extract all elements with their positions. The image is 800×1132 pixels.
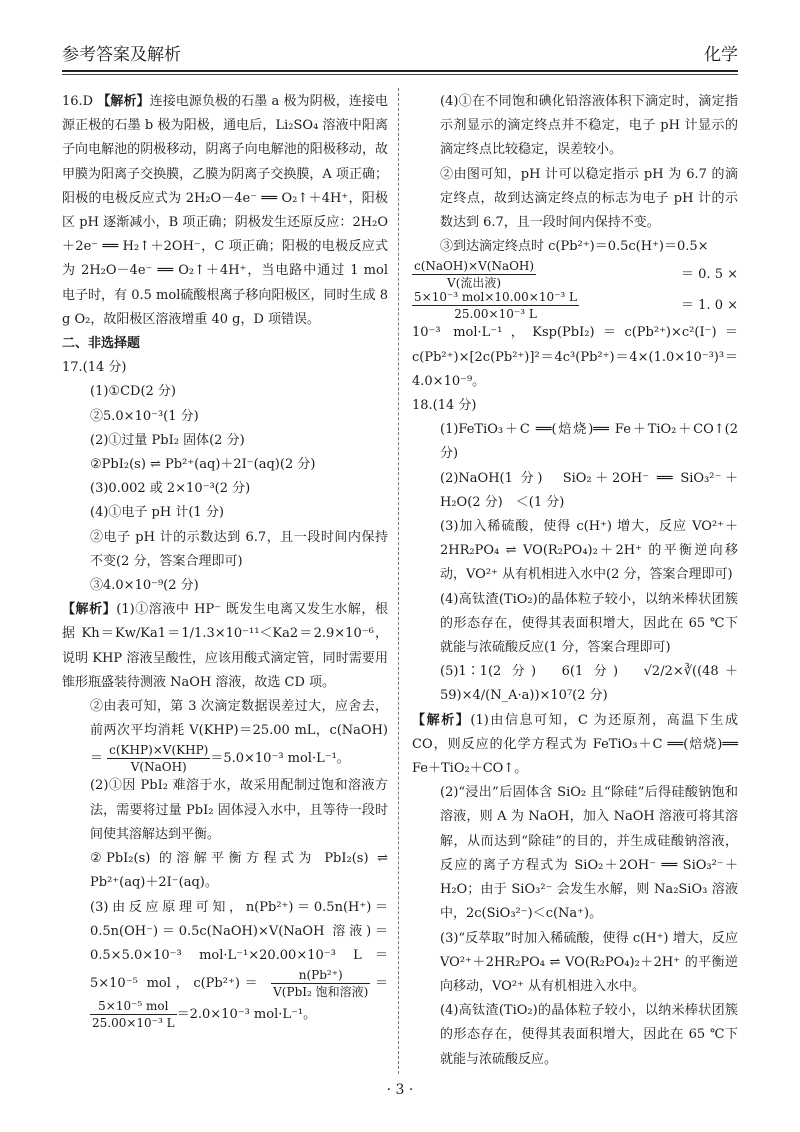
page-header: [62, 40, 738, 66]
q18-explanation-3: (3)“反萃取”时加入稀硫酸，使得 c(H⁺) 增大，反应 VO²⁺＋2HR₂PO₄ ⇌ VO(R₂PO₄)₂＋2H⁺ 的平衡逆向移动，VO²⁺ 从有机相进入水中。: [440, 930, 738, 994]
q16-analysis-tag: 【解析】: [97, 94, 150, 109]
frac-numerator: c(NaOH)×V(NaOH): [414, 259, 535, 274]
right-column: [412, 90, 738, 1072]
ksp-equation-mid: ＝ 0. 5 ×: [681, 266, 738, 282]
ksp-equation-tail: 10⁻³ mol·L⁻¹，Ksp(PbI₂)＝c(Pb²⁺)×c²(I⁻)＝c(Pb²⁺)×[2c(Pb²⁺)]²＝4c³(Pb²⁺)＝4×(1.0×10⁻³)³＝4.0×10⁻⁹。: [412, 325, 738, 389]
q17-analysis-tag: 【解析】: [62, 602, 117, 618]
frac-numerator: 5×10⁻⁵ mol: [90, 999, 177, 1015]
q18-answer-3: (3)加入稀硫酸，使得 c(H⁺) 增大，反应 VO²⁺＋2HR₂PO₄ ⇌ VO(R₂PO₄)₂＋2H⁺ 的平衡逆向移动，VO²⁺ 从有机相进入水中(2 分，答案合理即可): [440, 519, 738, 583]
q17-explanation-8: ③到达滴定终点时 c(Pb²⁺)＝0.5c(H⁺)＝0.5×: [440, 239, 709, 255]
q17-explanation-2: [62, 695, 388, 774]
header-rule: [62, 70, 738, 72]
q17-answer-4: ②PbI₂(s) ⇌ Pb²⁺(aq)＋2I⁻(aq)(2 分): [90, 457, 316, 473]
q17-explanation-4: ②PbI₂(s) 的溶解平衡方程式为 PbI₂(s) ⇌ Pb²⁺(aq)＋2I⁻(aq)。: [90, 851, 388, 891]
q17-answer-6: (4)①电子 pH 计(1 分): [90, 505, 224, 521]
frac-denominator: V(流出液): [447, 276, 502, 291]
header-title: 参考答案及解析: [62, 45, 181, 65]
q18-explanation-4: (4)高钛渣(TiO₂)的晶体粒子较小，以纳米棒状团簇的形态存在，使得其表面积增大，因此在 65 ℃下就能与浓硫酸反应。: [440, 1003, 738, 1067]
q17-explanation-1: [62, 598, 388, 695]
page-number: · 3 ·: [386, 1082, 414, 1098]
q17-answer-8: ③4.0×10⁻⁹(2 分): [90, 578, 199, 594]
q18-explanation-1: [412, 709, 738, 782]
q18-answer-5: (5)1∶1(2 分) 6(1 分) √2/2×∛((48＋59)×4/(N_A·a))×10⁷(2 分): [440, 664, 738, 704]
q17-exp-5-text: (3)由反应原理可知，n(Pb²⁺)＝0.5n(H⁺)＝0.5n(OH⁻)＝0.5c(NaOH)×V(NaOH 溶液)＝0.5×5.0×10⁻³ mol·L⁻¹×20.00×10⁻³ L＝5×10⁻⁵ mol，c(Pb²⁺)＝: [90, 899, 388, 992]
q16-number: 16.D: [62, 94, 94, 109]
q17-explanation-6: (4)①在不同饱和碘化铅溶液体积下滴定时，滴定指示剂显示的滴定终点并不稳定，电子 pH 计显示的滴定终点比较稳定，误差较小。: [440, 94, 738, 158]
q17-exp-1-text: (1)①溶液中 HP⁻ 既发生电离又发生水解，根据 Kh＝Kw/Ka1＝1/1.3×10⁻¹¹＜Ka2＝2.9×10⁻⁶，说明 KHP 溶液呈酸性，应该用酸式滴定管，同时需要用锥形瓶盛装待测液 NaOH 溶液，故选 CD 项。: [62, 602, 388, 690]
q17-answer-1: (1)①CD(2 分): [90, 384, 176, 400]
q17-fraction-pb-values: [90, 999, 177, 1030]
q18-answer-1: (1)FeTiO₃＋C ══(焙烧)══ Fe＋TiO₂＋CO↑(2 分): [440, 422, 738, 462]
q17-answer-2: ②5.0×10⁻³(1 分): [90, 408, 199, 424]
header-subject: 化学: [704, 45, 738, 65]
frac-denominator: V(NaOH): [130, 760, 187, 775]
ksp-fraction-2: [412, 290, 579, 321]
ksp-fraction-1: [412, 259, 536, 290]
frac-denominator: 25.00×10⁻³ L: [92, 1016, 175, 1031]
frac-numerator: n(Pb²⁺): [271, 968, 370, 984]
q18-explanation-2: (2)“浸出”后固体含 SiO₂ 且“除硅”后得硅酸钠饱和溶液，则 A 为 NaOH，加入 NaOH 溶液可将其溶解，从而达到“除硅”的目的，并生成硅酸钠溶液，反应的离子方程式为 SiO₂＋2OH⁻ ══ SiO₃²⁻＋H₂O；由于 SiO₃²⁻ 会发生水解，则 Na₂SiO₃ 溶液中，2c(SiO₃²⁻)＜c(Na⁺)。: [440, 785, 738, 922]
ksp-equation-result: ＝ 1. 0 ×: [681, 297, 738, 313]
frac-numerator: 5×10⁻³ mol×10.00×10⁻³ L: [414, 290, 578, 305]
frac-denominator: 25.00×10⁻³ L: [454, 307, 537, 322]
q17-exp-2-text: ②由表可知，第 3 次滴定数据误差过大，应舍去，前两次平均消耗 V(KHP)＝25.00 mL，c(NaOH)＝: [90, 699, 388, 767]
section-heading: 二、非选择题: [62, 336, 141, 352]
q18-analysis-tag: 【解析】: [412, 712, 471, 728]
frac-numerator: c(KHP)×V(KHP): [109, 743, 209, 758]
q17-explanation-5: (3)由反应原理可知，n(Pb²⁺)＝0.5n(H⁺)＝0.5n(OH⁻)＝0.5c(NaOH)×V(NaOH 溶液)＝0.5×5.0×10⁻³ mol·L⁻¹×20.00×10⁻³ L＝5×10⁻⁵ mol，c(Pb²⁺)＝ $\frac{\text{n(Pb²⁺)}}{\text{V(PbI₂ 饱和溶液)}}$ ＝ $\frac{\text{5×10⁻⁵ mol}}{\text{25.00×10⁻³ L}}$ ＝2.0×10⁻³ mol·L⁻¹。: [90, 899, 388, 1031]
q17-explanation-3: (2)①因 PbI₂ 难溶于水，故采用配制过饱和溶液方法，需要将过量 PbI₂ 固体浸入水中，且等待一段时间使其溶解达到平衡。: [90, 778, 388, 842]
q17-number: 17.(14 分): [62, 360, 127, 376]
q17-answer-3: (2)①过量 PbI₂ 固体(2 分): [90, 432, 245, 448]
q16-paragraph: [62, 90, 388, 332]
q17-fraction-naoh: [107, 743, 210, 774]
left-column: [62, 90, 388, 1030]
frac-denominator: V(PbI₂ 饱和溶液): [273, 985, 369, 1000]
q17-exp-5-result: ＝2.0×10⁻³ mol·L⁻¹。: [176, 1007, 317, 1023]
q17-answer-5: (3)0.002 或 2×10⁻³(2 分): [90, 481, 251, 497]
q17-fraction-pb: [271, 968, 370, 999]
q18-exp-1-text: (1)由信息可知，C 为还原剂，高温下生成 CO，则反应的化学方程式为 FeTiO₃＋C ══(焙烧)══ Fe＋TiO₂＋CO↑。: [412, 712, 738, 777]
q16-body: 连接电源负极的石墨 a 极为阴极，连接电源正极的石墨 b 极为阳极，通电后，Li₂SO₄ 溶液中阳离子向电解池的阴极移动，阴离子向电解池的阳极移动，故甲膜为阳离子交换膜，乙膜为阴离子交换膜，A 项正确；阳极的电极反应式为 2H₂O－4e⁻ ══ O₂↑＋4H⁺，阳极区 pH 逐渐减小，B 项正确；阴极发生还原反应：2H₂O＋2e⁻ ══ H₂↑＋2OH⁻，C 项正确；阳极的电极反应式为 2H₂O－4e⁻ ══ O₂↑＋4H⁺，当电路中通过 1 mol 电子时，有 0.5 mol硫酸根离子移向阳极区，同时生成 8 g O₂，故阳极区溶液增重 40 g，D 项错误。: [62, 94, 389, 327]
header-rule-thin: [62, 74, 738, 75]
q17-explanation-7: ②由图可知，pH 计可以稳定指示 pH 为 6.7 的滴定终点，故到达滴定终点的标志为电子 pH 计的示数达到 6.7，且一段时间内保持不变。: [440, 166, 738, 231]
ksp-equation-line-1: [412, 259, 738, 290]
ksp-equation-line-2: [412, 290, 738, 321]
q17-answer-7: ②电子 pH 计的示数达到 6.7，且一段时间内保持不变(2 分，答案合理即可): [90, 529, 388, 569]
q18-number: 18.(14 分): [412, 398, 477, 414]
q18-answer-2: (2)NaOH(1 分) SiO₂＋2OH⁻ ══ SiO₃²⁻＋H₂O(2 分) ＜(1 分): [440, 470, 738, 510]
q18-answer-4: (4)高钛渣(TiO₂)的晶体粒子较小，以纳米棒状团簇的形态存在，使得其表面积增大，因此在 65 ℃下就能与浓硫酸反应(1 分，答案合理即可): [440, 591, 738, 656]
column-divider: [398, 88, 399, 1074]
q17-exp-2-result: ＝5.0×10⁻³ mol·L⁻¹。: [210, 751, 350, 767]
